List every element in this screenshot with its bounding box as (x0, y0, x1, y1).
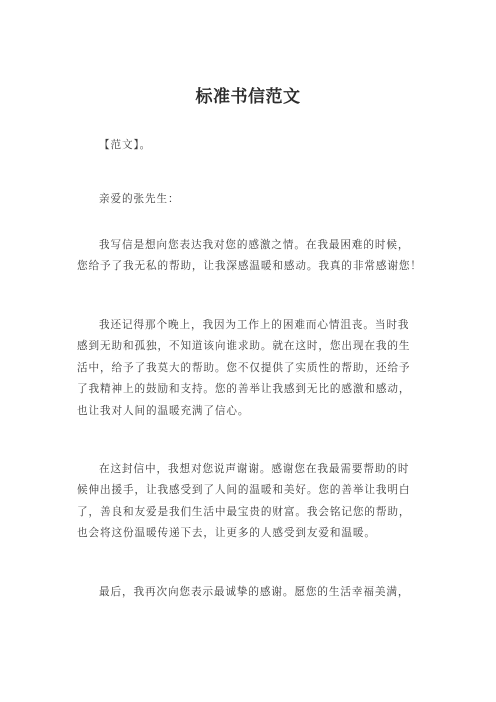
paragraph-4-line-1: 最后，我再次向您表示最诚挚的感谢。愿您的生活幸福美满， (99, 586, 410, 598)
paragraph-2-line-2: 感到无助和孤独，不知道该向谁求助。就在这时，您出现在我的生 (77, 340, 411, 352)
document-tag: 【范文】。 (99, 139, 152, 151)
paragraph-2-line-1: 我还记得那个晚上，我因为工作上的困难而心情沮丧。当时我 (99, 319, 410, 331)
paragraph-1-line-2: 您给予了我无私的帮助，让我深感温暖和感动。我真的非常感谢您！ (77, 260, 422, 272)
paragraph-2-line-4: 了我精神上的鼓励和支持。您的善举让我感到无比的感激和感动， (77, 383, 411, 395)
paragraph-3-line-3: 了，善良和友爱是我们生活中最宝贵的财富。我会铭记您的帮助， (77, 506, 411, 518)
paragraph-1-line-1: 我写信是想向您表达我对您的感激之情。在我最困难的时候， (99, 239, 410, 251)
document-title: 标准书信范文 (195, 87, 301, 107)
paragraph-3-line-4: 也会将这份温暖传递下去，让更多的人感受到友爱和温暖。 (77, 527, 376, 539)
paragraph-3-line-2: 候伸出援手，让我感受到了人间的温暖和美好。您的善举让我明白 (77, 484, 411, 496)
paragraph-2-line-3: 活中，给予了我莫大的帮助。您不仅提供了实质性的帮助，还给予 (77, 362, 411, 374)
salutation: 亲爱的张先生： (99, 193, 180, 205)
paragraph-3-line-1: 在这封信中，我想对您说声谢谢。感谢您在我最需要帮助的时 (99, 463, 410, 475)
paragraph-2-line-5: 也让我对人间的温暖充满了信心。 (77, 405, 250, 417)
